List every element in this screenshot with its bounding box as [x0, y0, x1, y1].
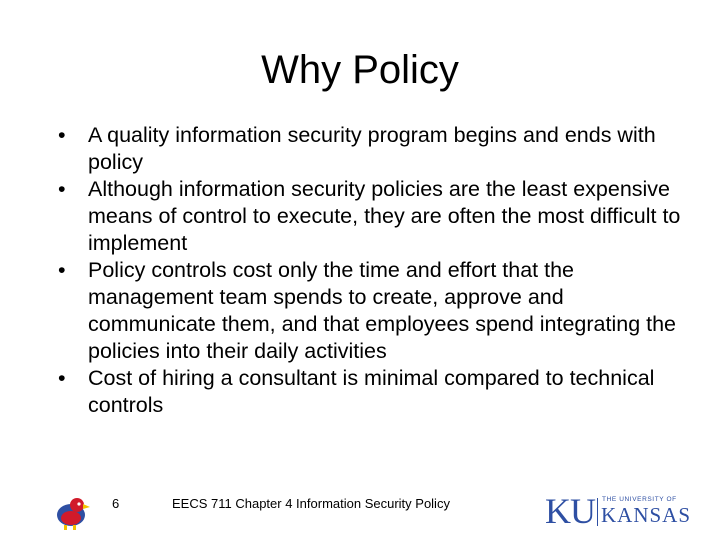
bullet-marker: •	[58, 366, 66, 390]
slide-title: Why Policy	[261, 48, 459, 92]
bullet-text: A quality information security program begins and ends with policy	[88, 123, 656, 174]
page-number: 6	[112, 496, 120, 511]
footer-caption: EECS 711 Chapter 4 Information Security Policy	[172, 496, 450, 511]
ku-logo-mark: KU	[545, 491, 595, 531]
bullet-item	[58, 176, 688, 257]
mascot-head	[70, 498, 84, 512]
bullet-list	[58, 122, 688, 419]
bullet-text: Cost of hiring a consultant is minimal compared to technical controls	[88, 366, 655, 417]
bullet-marker: •	[58, 258, 66, 282]
bullet-marker: •	[58, 177, 66, 201]
mascot-chest	[61, 511, 81, 525]
bullet-marker: •	[58, 123, 66, 147]
ku-logo-divider	[597, 498, 598, 526]
ku-logo-university-line: THE UNIVERSITY OF	[602, 496, 677, 503]
mascot-beak	[83, 504, 90, 509]
bullet-item	[58, 365, 688, 419]
mascot-leg-left	[64, 525, 67, 530]
ku-logo	[545, 491, 692, 531]
ku-logo-name: KANSAS	[601, 503, 692, 527]
jayhawk-mascot-icon	[50, 495, 90, 531]
bullet-item	[58, 257, 688, 365]
mascot-eye	[77, 502, 80, 505]
bullet-text: Policy controls cost only the time and effort that the management team spends to create, approve and communicate them, and that employees spend integrating the policies into their daily activities	[88, 258, 677, 363]
mascot-leg-right	[73, 525, 76, 530]
bullet-item	[58, 122, 688, 176]
bullet-text: Although information security policies are the least expensive means of control to execute, they are often the most difficult to implement	[88, 177, 681, 255]
